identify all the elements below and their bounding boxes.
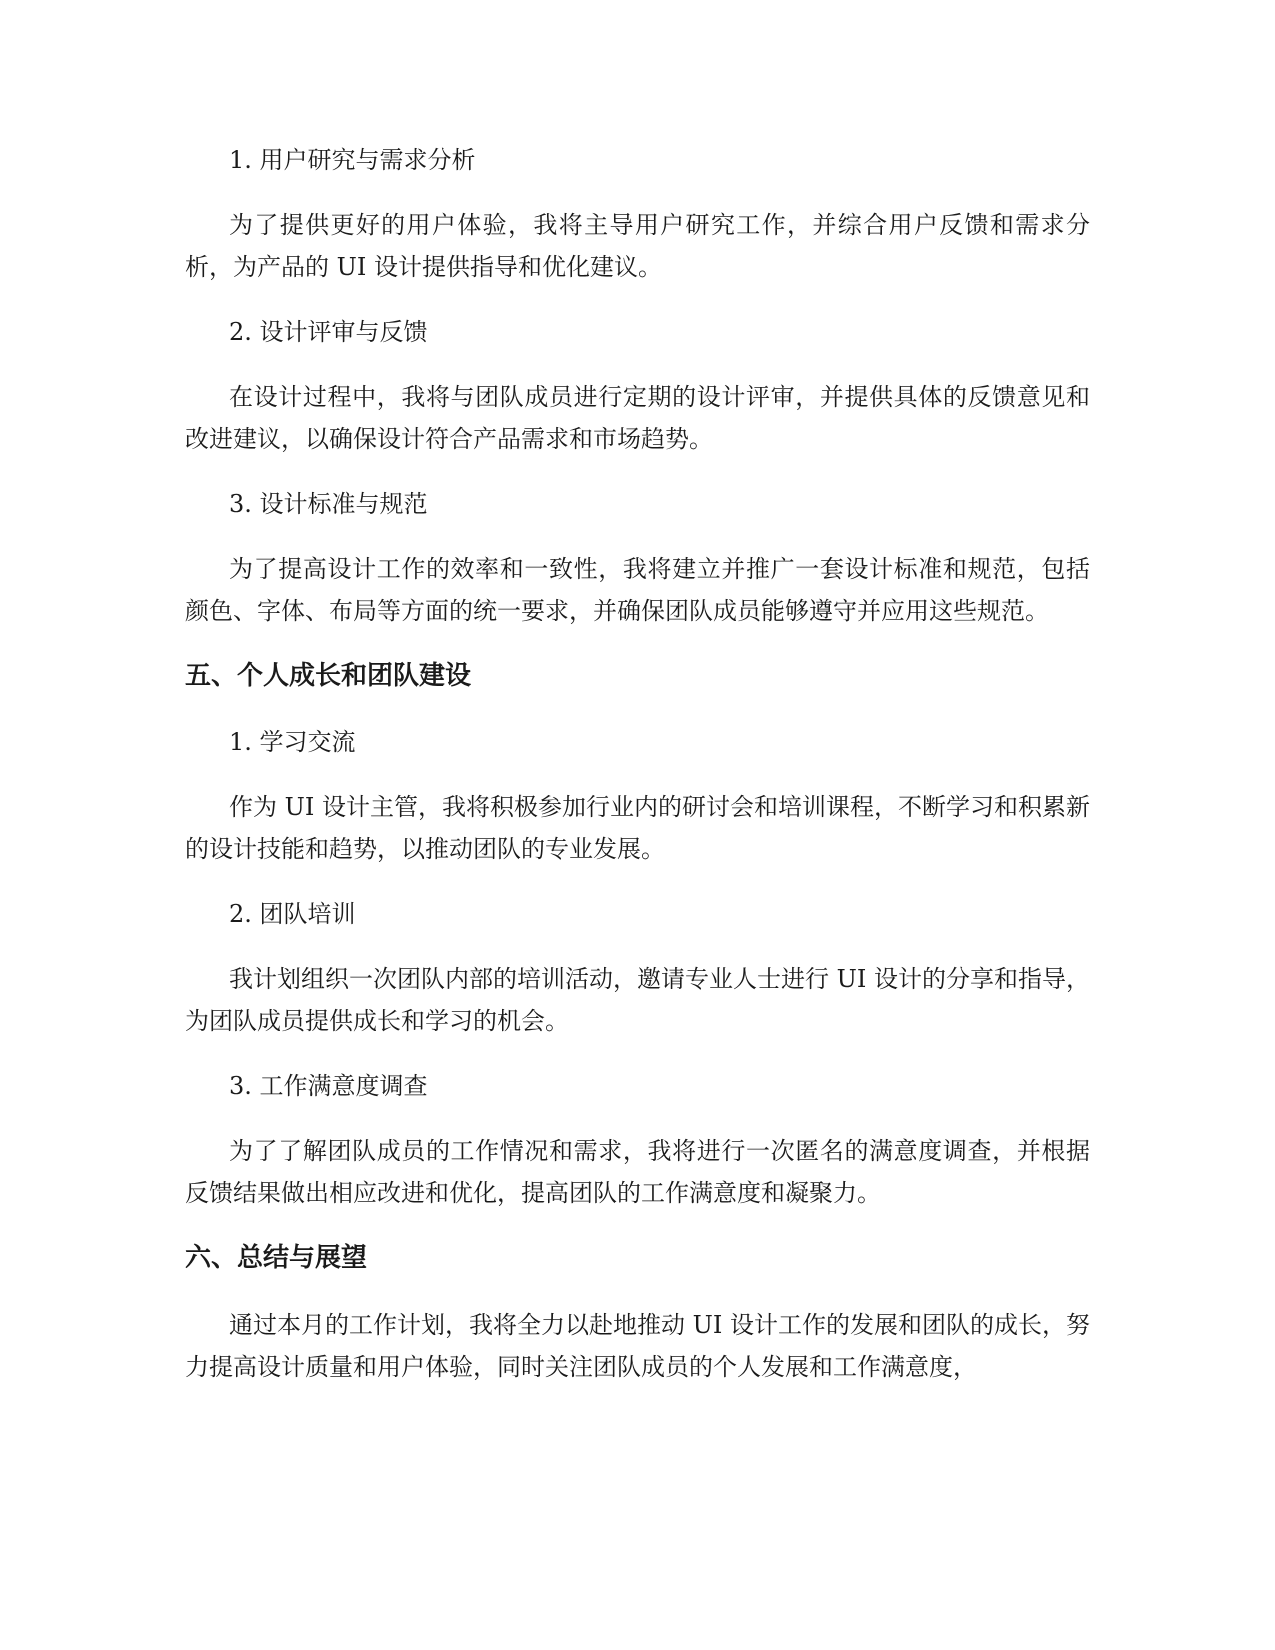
paragraph-satisfaction-survey: 为了了解团队成员的工作情况和需求，我将进行一次匿名的满意度调查，并根据反馈结果做出相应改进和优化，提高团队的工作满意度和凝聚力。 (185, 1137, 1090, 1207)
subheading-team-training: 2. 团队培训 (229, 900, 356, 928)
paragraph-summary: 通过本月的工作计划，我将全力以赴地推动 UI 设计工作的发展和团队的成长，努力提高设计质量和用户体验，同时关注团队成员的个人发展和工作满意度， (185, 1311, 1090, 1381)
document-page (185, 140, 1090, 1412)
subheading-satisfaction-survey: 3. 工作满意度调查 (229, 1072, 428, 1100)
section-title-growth: 五、个人成长和团队建设 (185, 661, 472, 691)
section-title-summary: 六、总结与展望 (185, 1243, 368, 1273)
paragraph-user-research: 为了提供更好的用户体验，我将主导用户研究工作，并综合用户反馈和需求分析，为产品的 UI 设计提供指导和优化建议。 (185, 211, 1090, 281)
subheading-learning: 1. 学习交流 (229, 728, 356, 756)
paragraph-design-standards: 为了提高设计工作的效率和一致性，我将建立并推广一套设计标准和规范，包括颜色、字体、布局等方面的统一要求，并确保团队成员能够遵守并应用这些规范。 (185, 555, 1090, 625)
subheading-design-standards: 3. 设计标准与规范 (229, 490, 428, 518)
paragraph-learning: 作为 UI 设计主管，我将积极参加行业内的研讨会和培训课程，不断学习和积累新的设计技能和趋势，以推动团队的专业发展。 (185, 793, 1090, 863)
subheading-user-research: 1. 用户研究与需求分析 (229, 146, 476, 174)
paragraph-team-training: 我计划组织一次团队内部的培训活动，邀请专业人士进行 UI 设计的分享和指导，为团队成员提供成长和学习的机会。 (185, 965, 1090, 1035)
paragraph-design-review: 在设计过程中，我将与团队成员进行定期的设计评审，并提供具体的反馈意见和改进建议，以确保设计符合产品需求和市场趋势。 (185, 383, 1090, 453)
subheading-design-review: 2. 设计评审与反馈 (229, 318, 428, 346)
